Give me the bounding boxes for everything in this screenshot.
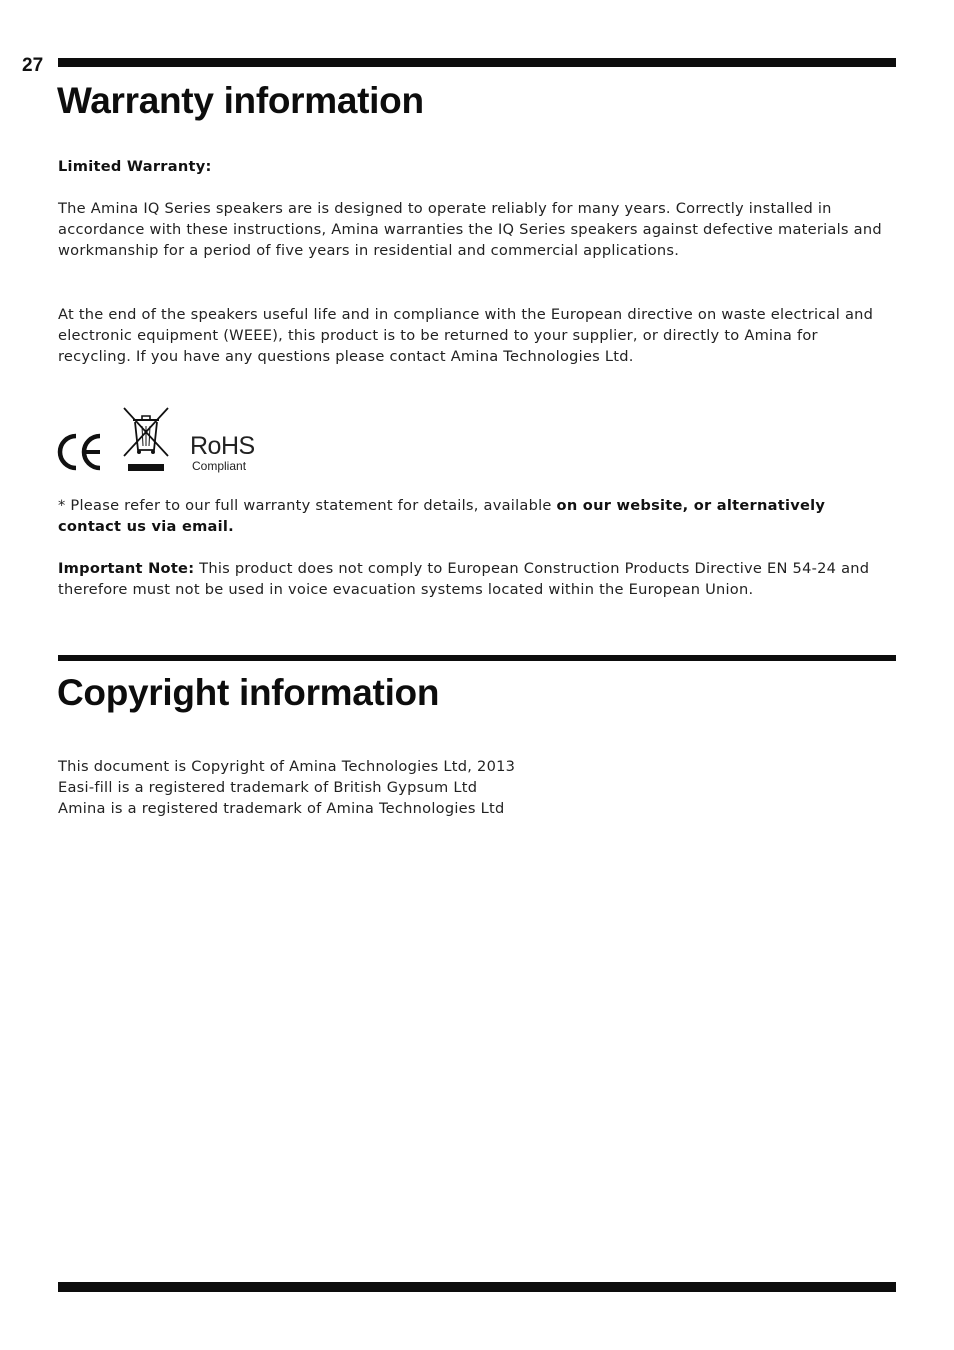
warranty-refer-note	[58, 495, 888, 537]
warranty-paragraph-2: At the end of the speakers useful life and in compliance with the European directive on waste electrical and electronic equipment (WEEE), this product is to be returned to your supplier, or directly to Amina for recycling. If you have any questions please contact Amina Technologies Ltd.	[58, 306, 874, 366]
bottom-divider	[58, 1282, 896, 1292]
refer-text: * Please refer to our full warranty statement for details, available	[58, 497, 557, 514]
warranty-paragraph-1: The Amina IQ Series speakers are is designed to operate reliably for many years. Correctly installed in accordance with these instructions, Amina warranties the IQ Series speakers against defective materials and workmanship for a period of five years in residential and commercial applications.	[58, 200, 882, 260]
page-number: 27	[22, 55, 44, 76]
warranty-heading: Warranty information	[57, 80, 424, 121]
copyright-line: This document is Copyright of Amina Technologies Ltd, 2013	[58, 758, 516, 775]
refer-bold-text: on our website, or alternatively contact us via email.	[58, 497, 826, 536]
ce-mark-icon	[56, 432, 104, 472]
copyright-line: Amina is a registered trademark of Amina Technologies Ltd	[58, 800, 505, 817]
top-divider	[58, 58, 896, 67]
important-note	[58, 558, 888, 600]
crossed-bin-icon	[122, 406, 170, 474]
copyright-line: Easi-fill is a registered trademark of British Gypsum Ltd	[58, 779, 478, 796]
compliance-marks	[56, 406, 276, 478]
rohs-subtitle: Compliant	[192, 459, 247, 473]
copyright-heading: Copyright information	[57, 672, 440, 713]
limited-warranty-subtitle: Limited Warranty:	[58, 158, 212, 175]
rohs-title: RoHS	[190, 432, 255, 460]
rohs-compliant-mark	[190, 432, 270, 476]
important-note-text: This product does not comply to European Construction Products Directive EN 54-24 and therefore must not be used in voice evacuation systems located within the European Union.	[58, 560, 870, 599]
section-divider	[58, 655, 896, 661]
important-note-label: Important Note:	[58, 560, 195, 577]
